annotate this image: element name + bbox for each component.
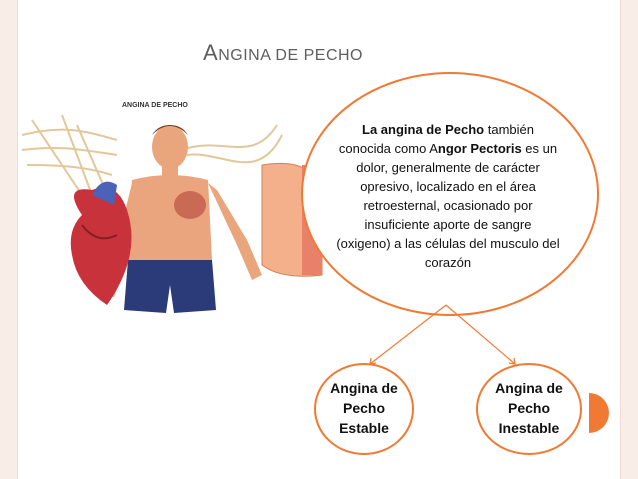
- definition-text: La angina de Pecho también conocida como Angor Pectoris es un dolor, generalmente de carácter opresivo, localizado en el área retroesternal, ocasionado por insuficiente aporte de sangre (oxigeno) a las células del musculo del corazón: [336, 121, 560, 270]
- title-rest: NGINA DE PECHO: [218, 47, 363, 64]
- illustration-label: ANGINA DE PECHO: [122, 102, 188, 109]
- title-initial: A: [203, 40, 219, 65]
- arrow-to-stable: [370, 305, 446, 364]
- accent-half-circle: [589, 393, 615, 433]
- unstable-label: Angina de Pecho Inestable: [495, 380, 563, 436]
- arrow-to-unstable: [446, 305, 515, 364]
- term-latin: ngor Pectoris: [437, 140, 522, 156]
- term-highlight: La angina de Pecho: [362, 121, 485, 137]
- stable-label: Angina de Pecho Estable: [330, 380, 398, 436]
